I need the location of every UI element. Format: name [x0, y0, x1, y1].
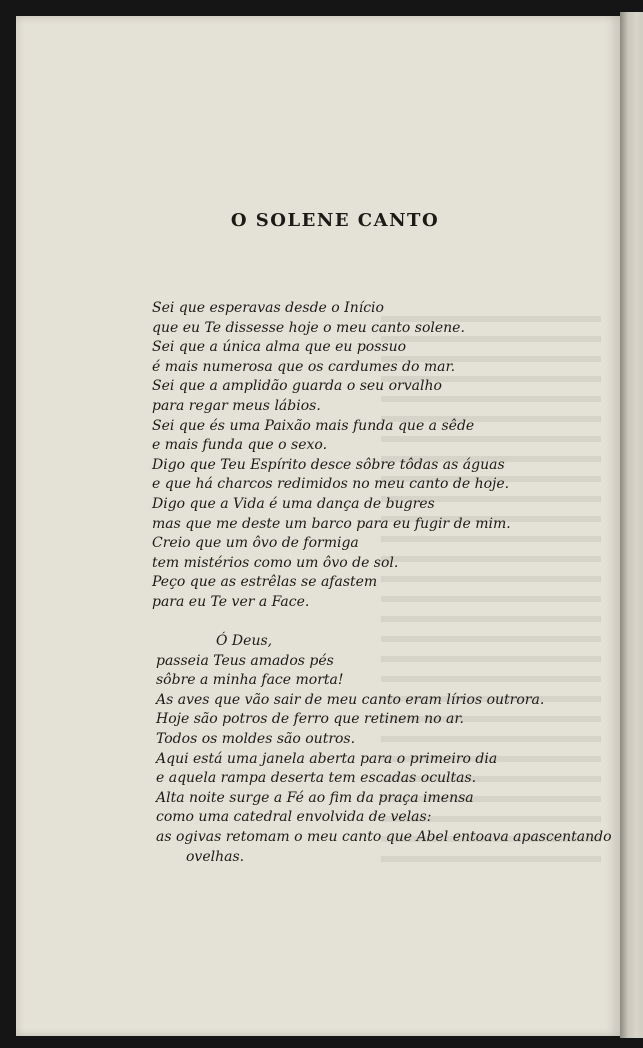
poem-line: tem mistérios como um ôvo de sol. [152, 554, 399, 571]
poem-line: as ogivas retomam o meu canto que Abel entoava apascentando [156, 829, 612, 846]
stanza-one [152, 299, 612, 613]
poem-line: Alta noite surge a Fé ao fim da praça imensa [156, 789, 474, 806]
next-page-edge [620, 12, 643, 1038]
poem-line: sôbre a minha face morta! [156, 672, 344, 689]
poem-line-continuation: ovelhas. [186, 848, 245, 865]
poem-line: As aves que vão sair de meu canto eram lírios outrora. [156, 691, 545, 708]
poem-line: Digo que a Vida é uma dança de bugres [152, 495, 435, 512]
poem-title: O SOLENE CANTO [230, 210, 440, 231]
poem-line: mas que me deste um barco para eu fugir de mim. [152, 515, 511, 532]
stanza-two [152, 632, 612, 867]
poem-line: Hoje são potros de ferro que retinem no ar. [156, 711, 464, 728]
poem-line: e que há charcos redimidos no meu canto de hoje. [152, 476, 510, 493]
poem-line: como uma catedral envolvida de velas: [156, 809, 432, 826]
poem-body [152, 299, 612, 867]
poem-line: Creio que um ôvo de formiga [152, 535, 359, 552]
poem-line: e mais funda que o sexo. [152, 437, 328, 454]
poem-line: passeia Teus amados pés [156, 652, 334, 669]
poem-line: é mais numerosa que os cardumes do mar. [152, 358, 456, 375]
poem-line: Sei que és uma Paixão mais funda que a sêde [152, 417, 475, 434]
poem-line: Peço que as estrêlas se afastem [152, 574, 378, 591]
poem-line: para regar meus lábios. [152, 397, 321, 414]
poem-line: Aqui está uma janela aberta para o primeiro dia [156, 750, 498, 767]
poem-line: Sei que a única alma que eu possuo [152, 339, 407, 356]
poem-line: e aquela rampa deserta tem escadas ocultas. [156, 770, 477, 787]
poem-line: que eu Te dissesse hoje o meu canto solene. [152, 319, 465, 336]
poem-line: para eu Te ver a Face. [152, 593, 310, 610]
poem-line: Todos os moldes são outros. [156, 731, 356, 748]
stanza-gap [152, 613, 612, 633]
poem-line: Sei que a amplidão guarda o seu orvalho [152, 378, 442, 395]
stanza-heading: Ó Deus, [216, 633, 273, 650]
poem-line: Digo que Teu Espírito desce sôbre tôdas as águas [152, 456, 505, 473]
poem-line: Sei que esperavas desde o Início [152, 300, 384, 316]
